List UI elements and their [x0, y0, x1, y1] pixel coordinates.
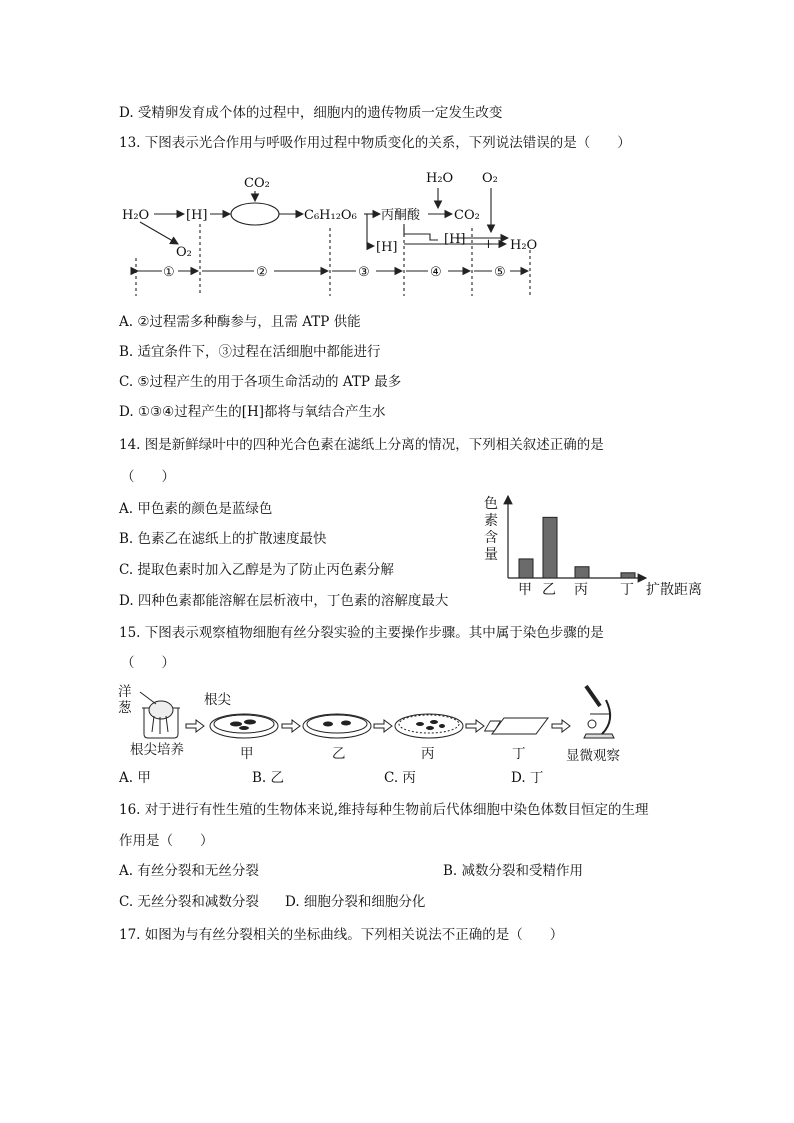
h2o-top-label: H₂O: [426, 171, 454, 186]
q15-option-b: B. 乙: [252, 770, 285, 786]
y-axis-label-char: 色: [484, 496, 498, 512]
q13-stem: 13. 下图表示光合作用与呼吸作用过程中物质变化的关系，下列说法错误的是（ ）: [119, 135, 631, 151]
h2o-left-label: H₂O: [122, 208, 150, 223]
q13-option-c: C. ⑤过程产生的用于各项生命活动的 ATP 最多: [119, 374, 402, 390]
q16-option-b: B. 减数分裂和受精作用: [443, 863, 584, 879]
dish-bing-icon: [395, 714, 463, 738]
q13-option-d: D. ①③④过程产生的[H]都将与氧结合产生水: [119, 404, 386, 420]
q15-option-c: C. 丙: [384, 770, 416, 786]
pyruvate-label: 丙酮酸: [381, 208, 421, 223]
step-1-label: 甲: [240, 746, 254, 762]
q16-stem-1: 16. 对于进行有性生殖的生物体来说,维持每种生物前后代体细胞中染色体数目恒定的生理: [119, 802, 649, 818]
onion-label-2: 葱: [118, 700, 132, 716]
q13-option-b: B. 适宜条件下，③过程在活细胞中都能进行: [119, 344, 381, 360]
o2-low-label: O₂: [176, 245, 192, 260]
q17-stem: 17. 如图为与有丝分裂相关的坐标曲线。下列相关说法不正确的是（ ）: [119, 927, 564, 943]
step-4-label: 丁: [512, 746, 526, 762]
co2-mid-label: CO₂: [454, 208, 480, 223]
step-3-label: 丙: [421, 746, 435, 762]
step-0-label: 根尖培养: [130, 742, 184, 758]
tick-label-yi: 乙: [542, 582, 556, 598]
plus-label: +: [483, 237, 494, 252]
microscope-icon: [584, 686, 614, 738]
arrow-icon-4: [466, 720, 484, 732]
tick-label-jia: 甲: [518, 582, 532, 598]
bar-丙: [575, 567, 589, 578]
x-axis-label: 扩散距离: [646, 582, 702, 598]
q14-paren: （ ）: [121, 469, 175, 485]
q13-option-a: A. ②过程需多种酶参与，且需 ATP 供能: [119, 314, 361, 330]
step-5-label: 显微观察: [566, 748, 620, 764]
beaker-icon: [140, 692, 180, 738]
arrow-icon-1: [186, 720, 204, 732]
root-tip-label: 根尖: [204, 692, 231, 708]
step-2-label: 乙: [332, 746, 346, 762]
q14-stem: 14. 图是新鲜绿叶中的四种光合色素在滤纸上分离的情况，下列相关叙述正确的是: [119, 437, 604, 453]
q16-option-a: A. 有丝分裂和无丝分裂: [119, 863, 259, 879]
stage-1-label: ①: [163, 265, 175, 280]
q14-option-a: A. 甲色素的颜色是蓝绿色: [119, 501, 273, 517]
q16-option-d: D. 细胞分裂和细胞分化: [285, 894, 426, 910]
bar-甲: [519, 559, 533, 578]
q15-paren: （ ）: [121, 655, 175, 671]
q15-figure: [116, 680, 636, 770]
q15-stem: 15. 下图表示观察植物细胞有丝分裂实验的主要操作步骤。其中属于染色步骤的是: [119, 625, 604, 641]
h-label-3: [H]: [444, 232, 466, 247]
h-label-2: [H]: [376, 240, 398, 255]
q16-stem-2: 作用是（ ）: [119, 833, 214, 849]
arrow-icon-5: [552, 720, 570, 732]
q14-option-d: D. 四种色素都能溶解在层析液中，丁色素的溶解度最大: [119, 593, 449, 609]
bar-乙: [543, 517, 557, 578]
q16-option-c: C. 无丝分裂和减数分裂: [119, 894, 259, 910]
h-label-1: [H]: [186, 208, 208, 223]
o2-top-label: O₂: [482, 171, 498, 186]
stage-5-label: ⑤: [494, 265, 506, 280]
stage-4-label: ④: [430, 265, 442, 280]
tick-label-bing: 丙: [574, 582, 588, 598]
q13-figure: [118, 168, 558, 298]
q14-option-b: B. 色素乙在滤纸上的扩散速度最快: [119, 531, 327, 547]
arrow-icon-2: [282, 720, 300, 732]
stage-3-label: ③: [358, 265, 370, 280]
arrow-icon-3: [374, 720, 392, 732]
bar-丁: [621, 573, 635, 578]
glucose-label: C₆H₁₂O₆: [304, 208, 357, 223]
slide-icon: [485, 718, 548, 734]
q14-option-c: C. 提取色素时加入乙醇是为了防止丙色素分解: [119, 562, 394, 578]
tick-label-ding: 丁: [620, 582, 634, 598]
y-axis-label-char: 含: [484, 530, 498, 546]
y-axis-label-char: 素: [484, 513, 498, 529]
stage-2-label: ②: [256, 265, 268, 280]
co2-top-label: CO₂: [244, 176, 270, 191]
dish-yi-icon: [303, 714, 371, 738]
q15-option-d: D. 丁: [511, 770, 544, 786]
pigment-chart: [478, 492, 718, 602]
y-axis-label-char: 量: [484, 547, 498, 563]
q12-option-d: D. 受精卵发育成个体的过程中，细胞内的遗传物质一定发生改变: [119, 105, 503, 121]
h2o-right-label: H₂O: [510, 238, 538, 253]
onion-label: 洋: [118, 684, 132, 700]
q15-option-a: A. 甲: [119, 770, 151, 786]
